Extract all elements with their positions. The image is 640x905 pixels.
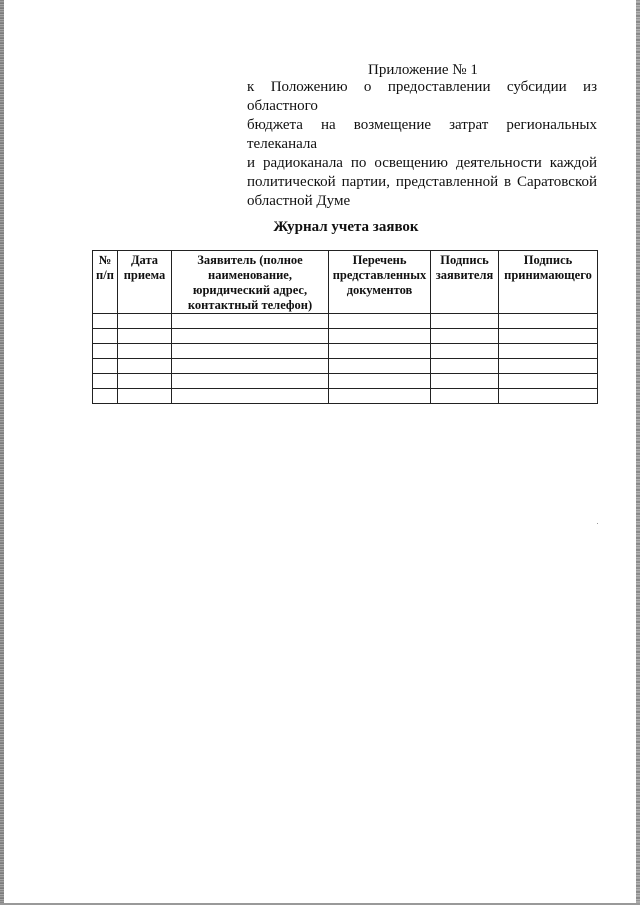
table-cell [329, 344, 431, 359]
column-header-receiver-signature: Подпись принимающего [499, 251, 598, 314]
table-cell [93, 329, 118, 344]
table-cell [172, 389, 329, 404]
table-cell [118, 389, 172, 404]
table-cell [499, 314, 598, 329]
table-cell [118, 314, 172, 329]
table-cell [172, 329, 329, 344]
table-cell [93, 389, 118, 404]
table-cell [499, 359, 598, 374]
table-cell [118, 329, 172, 344]
table-cell [172, 374, 329, 389]
table-cell [172, 314, 329, 329]
column-header-documents: Перечень представленных документов [329, 251, 431, 314]
column-header-applicant-signature: Подпись заявителя [431, 251, 499, 314]
table-cell [329, 389, 431, 404]
annex-line: к Положению о предоставлении субсидии из областного [247, 79, 597, 114]
table-cell [431, 344, 499, 359]
table-header-row [93, 251, 598, 314]
table-cell [431, 329, 499, 344]
table-cell [431, 359, 499, 374]
table-cell [118, 344, 172, 359]
annex-body [247, 78, 597, 211]
column-header-applicant: Заявитель (полное наименование, юридический адрес, контактный телефон) [172, 251, 329, 314]
table-cell [431, 389, 499, 404]
scan-speck [597, 523, 598, 524]
table-cell [329, 329, 431, 344]
table-cell [329, 314, 431, 329]
scan-edge-left [0, 0, 4, 905]
table-cell [499, 389, 598, 404]
table-row [93, 374, 598, 389]
annex-line: политической партии, представленной в Саратовской [247, 174, 597, 190]
column-header-number: № п/п [93, 251, 118, 314]
scan-edge-right [636, 0, 640, 905]
table-cell [118, 359, 172, 374]
table-cell [499, 344, 598, 359]
annex-line: бюджета на возмещение затрат региональных телеканала [247, 117, 597, 152]
table-cell [93, 314, 118, 329]
table-cell [172, 359, 329, 374]
column-header-date: Дата приема [118, 251, 172, 314]
table-cell [431, 374, 499, 389]
table-row [93, 344, 598, 359]
table-row [93, 359, 598, 374]
table-cell [329, 374, 431, 389]
table-row [93, 389, 598, 404]
table-cell [172, 344, 329, 359]
table-cell [93, 344, 118, 359]
table-cell [329, 359, 431, 374]
journal-table [92, 250, 598, 404]
table-cell [499, 329, 598, 344]
table-cell [93, 374, 118, 389]
annex-line: и радиоканала по освещению деятельности каждой [247, 155, 597, 171]
annex-line: областной Думе [247, 193, 351, 209]
table-cell [118, 374, 172, 389]
table-cell [93, 359, 118, 374]
journal-title: Журнал учета заявок [273, 219, 419, 235]
annex-title: Приложение № 1 [368, 62, 478, 78]
table-row [93, 329, 598, 344]
table-row [93, 314, 598, 329]
table-cell [431, 314, 499, 329]
table-cell [499, 374, 598, 389]
